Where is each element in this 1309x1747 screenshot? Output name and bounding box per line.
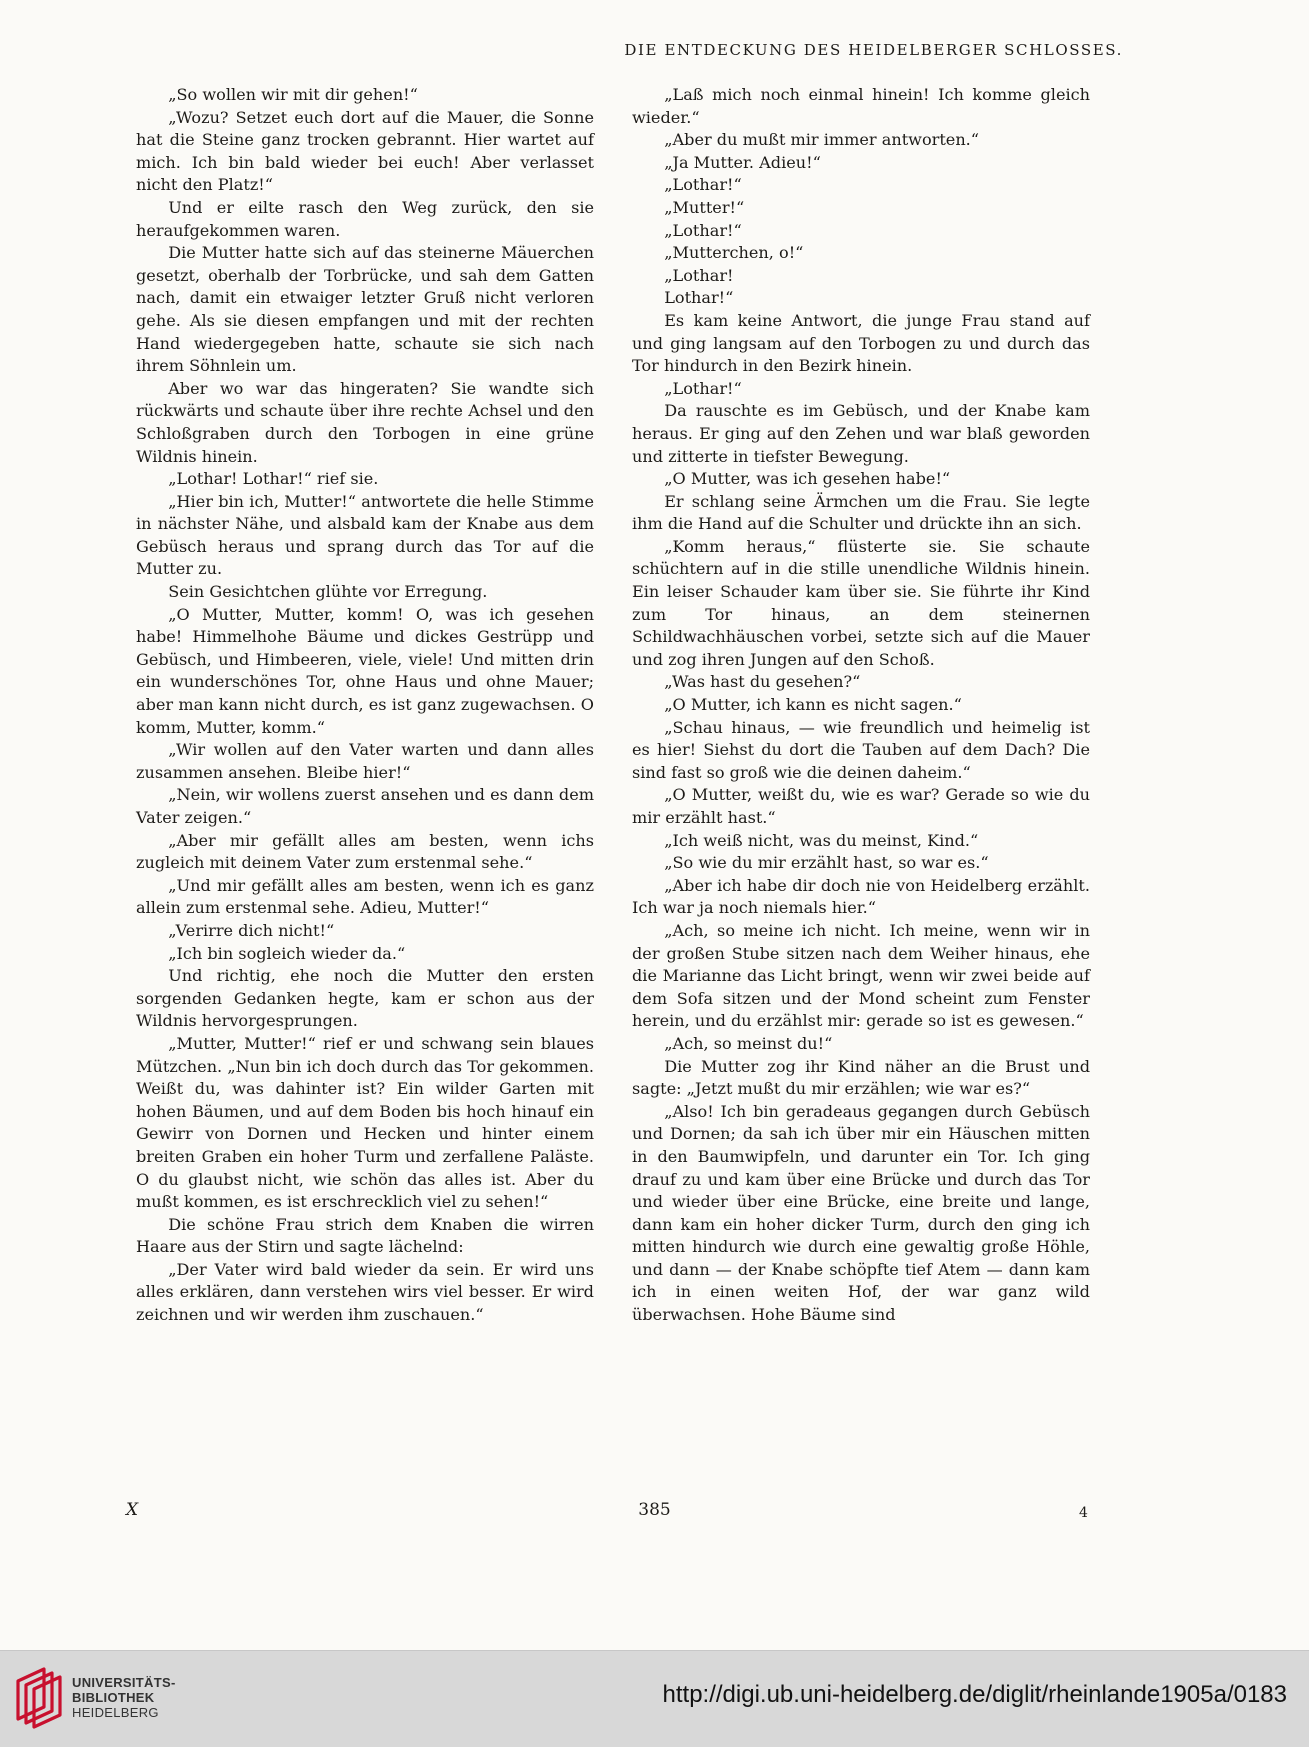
library-name-line: UNIVERSITÄTS- (72, 1675, 176, 1690)
paragraph: „O Mutter, ich kann es nicht sagen.“ (664, 695, 962, 715)
paragraph: „Komm heraus,“ flüsterte sie. Sie schaute schüchtern auf in die stille unendliche Wildnis hinein. Ein leiser Schauder kam über sie. Sie führte ihr Kind zum Tor hinaus, an dem steinernen Schildwachhäuschen vorbei, setzte sich auf die Mauer und zog ihren Jungen auf den Schoß. (632, 536, 1090, 669)
paragraph: „Wozu? Setzet euch dort auf die Mauer, die Sonne hat die Steine ganz trocken gebrannt. Hier wartet auf mich. Ich bin bald wieder bei euch! Aber verlasset nicht den Platz!“ (136, 107, 594, 195)
paragraph: Aber wo war das hingeraten? Sie wandte sich rückwärts und schaute über ihre rechte Achsel und den Schloßgraben durch den Torbogen in eine grüne Wildnis hinein. (136, 378, 594, 466)
paragraph: „Nein, wir wollens zuerst ansehen und es dann dem Vater zeigen.“ (136, 785, 594, 827)
paragraph: Und richtig, ehe noch die Mutter den ersten sorgenden Gedanken hegte, kam er schon aus der Wildnis hervorgesprungen. (136, 966, 594, 1031)
paragraph: „Und mir gefällt alles am besten, wenn ich es ganz allein zum erstenmal sehe. Adieu, Mutter!“ (136, 875, 594, 918)
paragraph: „O Mutter, Mutter, komm! O, was ich gesehen habe! Himmelhohe Bäume und dickes Gestrüpp und Gebüsch, und Himbeeren, viele, viele! Und mitten drin ein wunderschönes Tor, ohne Haus und ohne Mauer; aber man kann nicht durch, es ist ganz zugewachsen. O komm, Mutter, komm.“ (136, 604, 594, 737)
library-footer-bar (0, 1650, 1309, 1747)
library-name (72, 1675, 176, 1720)
paragraph: „Also! Ich bin geradeaus gegangen durch Gebüsch und Dornen; da sah ich über mir ein Häuschen mitten in den Baumwipfeln, und darunter ein Tor. Ich ging drauf zu und kam über eine Brücke und durch das Tor und wieder über eine Brücke, eine breite und lange, dann kam ein hoher dicker Turm, durch den ging ich mitten hindurch wie durch eine gewaltig große Höhle, und dann — der Knabe schöpfte tief Atem — dann kam ich in einen weiten Hof, der war ganz wild überwachsen. Hohe Bäume sind (632, 1101, 1090, 1325)
paragraph: Sein Gesichtchen glühte vor Erregung. (168, 582, 488, 602)
paragraph: „So wollen wir mit dir gehen!“ (168, 85, 418, 104)
paragraph: „Ich bin sogleich wieder da.“ (168, 943, 406, 963)
paragraph: „Laß mich noch einmal hinein! Ich komme gleich wieder.“ (632, 85, 1090, 127)
page-number: 385 (638, 1500, 671, 1520)
paragraph: „Lothar!“ (664, 220, 742, 240)
paragraph: Die schöne Frau strich dem Knaben die wirren Haare aus der Stirn und sagte lächelnd: (136, 1214, 594, 1257)
paragraph: „Lothar! (664, 265, 734, 285)
paragraph: Die Mutter hatte sich auf das steinerne Mäuerchen gesetzt, oberhalb der Torbrücke, und sah dem Gatten nach, damit ein etwaiger letzter Gruß nicht verloren gehe. Als sie diesen empfangen und mit der rechten Hand wiedergegeben hatte, schaute sie sich nach ihrem Söhnlein um. (136, 243, 594, 376)
permalink-url[interactable]: http://digi.ub.uni-heidelberg.de/diglit/rheinlande1905a/0183 (662, 1681, 1287, 1708)
paragraph: „Ja Mutter. Adieu!“ (664, 152, 821, 172)
paragraph: „Aber du mußt mir immer antworten.“ (664, 130, 980, 150)
paragraph: „Aber ich habe dir doch nie von Heidelberg erzählt. Ich war ja noch niemals hier.“ (632, 875, 1090, 918)
paragraph: „Aber mir gefällt alles am besten, wenn ichs zugleich mit deinem Vater zum erstenmal sehe.“ (136, 830, 594, 873)
paragraph: Es kam keine Antwort, die junge Frau stand auf und ging langsam auf den Torbogen zu und durch das Tor hindurch in den Bezirk hinein. (632, 310, 1090, 376)
paragraph: „Mutter!“ (664, 197, 745, 217)
library-name-line: BIBLIOTHEK (72, 1690, 155, 1705)
right-text-column (632, 84, 1090, 1327)
paragraph: Da rauschte es im Gebüsch, und der Knabe kam heraus. Er ging auf den Zehen und war blaß geworden und zitterte in tiefster Bewegung. (632, 401, 1090, 466)
paragraph: „Wir wollen auf den Vater warten und dann alles zusammen ansehen. Bleibe hier!“ (136, 740, 594, 782)
paragraph: „Lothar!“ (664, 175, 742, 195)
paragraph: „Was hast du gesehen?“ (664, 672, 861, 692)
paragraph: „Ach, so meine ich nicht. Ich meine, wenn wir in der großen Stube sitzen nach dem Weiher hinaus, ehe die Marianne das Licht bringt, wenn wir zwei beide auf dem Sofa sitzen und der Mond scheint zum Fenster herein, und du erzählst mir: gerade so ist es gewesen.“ (632, 920, 1090, 1031)
running-title: DIE ENTDECKUNG DES HEIDELBERGER SCHLOSSES. (624, 41, 1123, 59)
paragraph: Die Mutter zog ihr Kind näher an die Brust und sagte: „Jetzt mußt du mir erzählen; wie war es?“ (632, 1056, 1090, 1099)
paragraph: „Lothar!“ (664, 378, 742, 398)
paragraph: Lothar!“ (664, 288, 734, 308)
paragraph: „O Mutter, weißt du, wie es war? Gerade so wie du mir erzählt hast.“ (632, 785, 1090, 827)
paragraph: „O Mutter, was ich gesehen habe!“ (664, 469, 951, 489)
library-name-line: HEIDELBERG (72, 1705, 159, 1720)
paragraph: „So wie du mir erzählt hast, so war es.“ (664, 853, 989, 873)
paragraph: „Schau hinaus, — wie freundlich und heimelig ist es hier! Siehst du dort die Tauben auf dem Dach? Die sind fast so groß wie die deinen daheim.“ (632, 717, 1090, 782)
paragraph: „Ach, so meinst du!“ (664, 1033, 833, 1053)
signature-mark-left: X (126, 1500, 139, 1520)
paragraph: „Ich weiß nicht, was du meinst, Kind.“ (664, 830, 979, 850)
paragraph: „Lothar! Lothar!“ rief sie. (168, 469, 379, 489)
paragraph: „Mutterchen, o!“ (664, 243, 804, 263)
library-logo-icon[interactable] (14, 1663, 66, 1729)
paragraph: „Der Vater wird bald wieder da sein. Er wird uns alles erklären, dann verstehen wirs viel besser. Er wird zeichnen und wir werden ihm zuschauen.“ (136, 1259, 594, 1325)
paragraph: Und er eilte rasch den Weg zurück, den sie heraufgekommen waren. (136, 197, 594, 240)
paragraph: „Hier bin ich, Mutter!“ antwortete die helle Stimme in nächster Nähe, und alsbald kam der Knabe aus dem Gebüsch heraus und sprang durch das Tor auf die Mutter zu. (136, 491, 594, 579)
left-text-column (136, 84, 594, 1327)
paragraph: Er schlang seine Ärmchen um die Frau. Sie legte ihm die Hand auf die Schulter und drückte ihn an sich. (632, 491, 1090, 534)
paragraph: „Verirre dich nicht!“ (168, 920, 335, 940)
signature-mark-right: 4 (1079, 1505, 1088, 1521)
paragraph: „Mutter, Mutter!“ rief er und schwang sein blaues Mützchen. „Nun bin ich doch durch das Tor gekommen. Weißt du, was dahinter ist? Ein wilder Garten mit hohen Bäumen, und auf dem Boden bis hoch hinauf ein Gewirr von Dornen und Hecken und hinter einem breiten Graben ein hoher Turm und zerfallene Paläste. O du glaubst nicht, wie schön das alles ist. Aber du mußt kommen, es ist erschrecklich viel zu sehen!“ (136, 1033, 594, 1212)
